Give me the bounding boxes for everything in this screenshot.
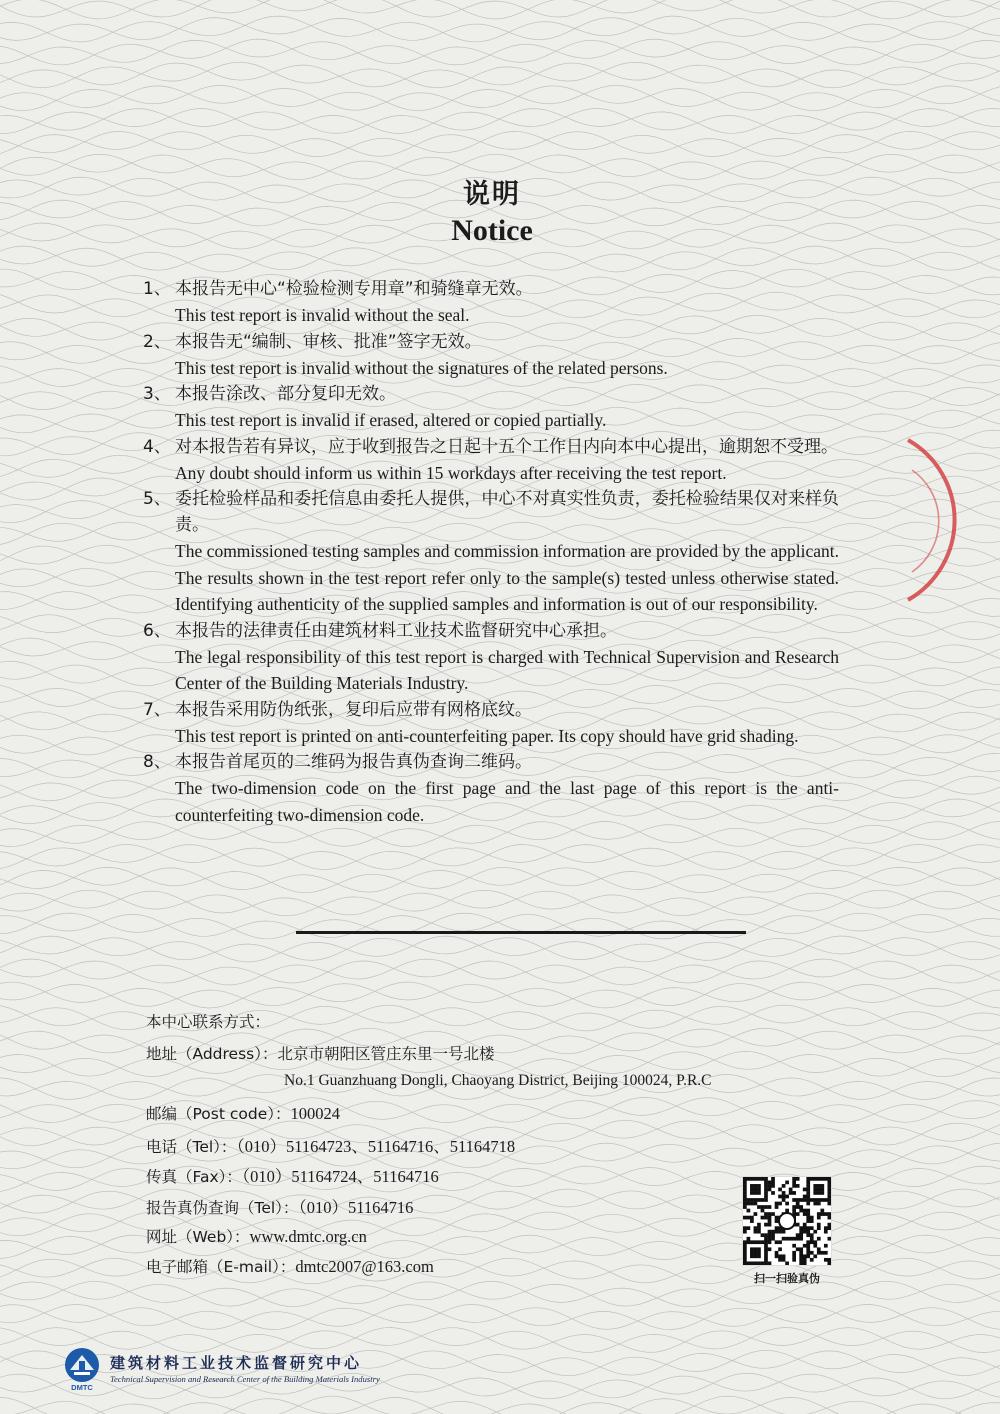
address-row: [146, 1042, 495, 1064]
item-text-en: The legal responsibility of this test report is charged with Technical Supervision and Research Center of the Building Materials Industry.: [175, 646, 839, 693]
item-text-cn: 本报告无中心“检验检测专用章”和骑缝章无效。: [175, 279, 533, 299]
fax-label: 传真（Fax）：: [146, 1168, 242, 1186]
footer-org-cn: 建筑材料工业技术监督研究中心: [110, 1354, 363, 1372]
notice-item: [143, 697, 839, 750]
notice-item: [143, 329, 839, 382]
fax-value: （010）51164724、51164716: [241, 1167, 439, 1186]
notice-item: [143, 749, 839, 828]
qr-code-block: [742, 1176, 832, 1286]
item-text-en: This test report is printed on anti-counterfeiting paper. Its copy should have grid shading.: [175, 725, 799, 746]
tel-value: （010）51164723、51164716、51164718: [236, 1137, 516, 1156]
item-text-cn: 本报告无“编制、审核、批准”签字无效。: [175, 331, 482, 352]
tel-row: [146, 1133, 515, 1157]
notice-item: [143, 276, 839, 329]
notice-item: [143, 434, 839, 487]
footer-org-en: Technical Supervision and Research Center of the Building Materials Industry: [110, 1374, 380, 1384]
address-en: No.1 Guanzhuang Dongli, Chaoyang District, Beijing 100024, P.R.C: [284, 1072, 712, 1089]
item-number: 5、: [143, 489, 171, 509]
item-text-en: This test report is invalid without the signatures of the related persons.: [175, 357, 668, 378]
item-number: 8、: [143, 752, 171, 772]
title-en: Notice: [451, 214, 533, 247]
dmtc-logo: [60, 1346, 104, 1392]
email-link[interactable]: dmtc2007@163.com: [295, 1257, 434, 1276]
item-text-cn: 对本报告若有异议，应于收到报告之日起十五个工作日内向本中心提出，逾期恕不受理。: [175, 436, 838, 457]
title-cn: 说明: [463, 179, 521, 210]
item-number: 7、: [143, 699, 171, 720]
item-text-cn: 本报告首尾页的二维码为报告真伪查询二维码。: [175, 752, 532, 772]
item-number: 3、: [143, 384, 171, 404]
tel-label: 电话（Tel）：: [146, 1138, 237, 1156]
item-text-en: This test report is invalid without the seal.: [175, 305, 470, 325]
item-number: 4、: [143, 436, 171, 457]
item-number: 2、: [143, 331, 171, 352]
postcode-row: [146, 1102, 340, 1124]
notice-item: [143, 618, 839, 697]
email-label: 电子邮箱（E-mail）：: [146, 1258, 296, 1276]
fax-row: [146, 1163, 439, 1187]
address-cn: 北京市朝阳区管庄东里一号北楼: [277, 1045, 495, 1063]
item-number: 6、: [143, 620, 171, 641]
web-link[interactable]: www.dmtc.org.cn: [249, 1227, 367, 1246]
verify-tel-row: [146, 1194, 413, 1218]
red-seal-inner-ring: [912, 470, 939, 572]
qr-caption: 扫一扫验真伪: [754, 1272, 820, 1285]
postcode-value: 100024: [290, 1104, 340, 1123]
qr-code[interactable]: [742, 1176, 832, 1266]
notice-item: [143, 381, 839, 434]
item-text-en: The commissioned testing samples and commission information are provided by the applicant. The results shown in the test report refer only to the sample(s) tested unless otherwise stated. Identifying authenticity of the supplied samples and information is out of our responsibility.: [175, 541, 839, 614]
red-seal-stamp: [908, 440, 955, 600]
notice-item: [143, 486, 839, 618]
item-text-cn: 本报告涂改、部分复印无效。: [175, 384, 396, 404]
item-text-en: This test report is invalid if erased, altered or copied partially.: [175, 410, 607, 430]
contact-heading: 本中心联系方式：: [146, 1013, 271, 1031]
verify-tel-value: （010）51164716: [298, 1198, 414, 1217]
item-text-en: Any doubt should inform us within 15 workdays after receiving the test report.: [175, 462, 727, 483]
web-row: [146, 1225, 367, 1247]
item-text-cn: 本报告的法律责任由建筑材料工业技术监督研究中心承担。: [175, 620, 617, 641]
web-label: 网址（Web）：: [146, 1228, 250, 1246]
email-row: [146, 1255, 434, 1277]
item-text-en: The two-dimension code on the first page and the last page of this report is the anti-counterfeiting two-dimension code.: [175, 778, 839, 825]
address-label: 地址（Address）：: [146, 1045, 278, 1063]
notice-divider-rule: [296, 931, 746, 934]
item-text-cn: 委托检验样品和委托信息由委托人提供，中心不对真实性负责，委托检验结果仅对来样负责。: [175, 489, 839, 535]
item-number: 1、: [143, 279, 171, 299]
item-text-cn: 本报告采用防伪纸张，复印后应带有网格底纹。: [175, 699, 532, 720]
verify-tel-label: 报告真伪查询（Tel）：: [146, 1199, 299, 1217]
postcode-label: 邮编（Post code）：: [146, 1105, 291, 1123]
notice-list: [143, 276, 839, 828]
logo-text: DMTC: [71, 1383, 93, 1392]
